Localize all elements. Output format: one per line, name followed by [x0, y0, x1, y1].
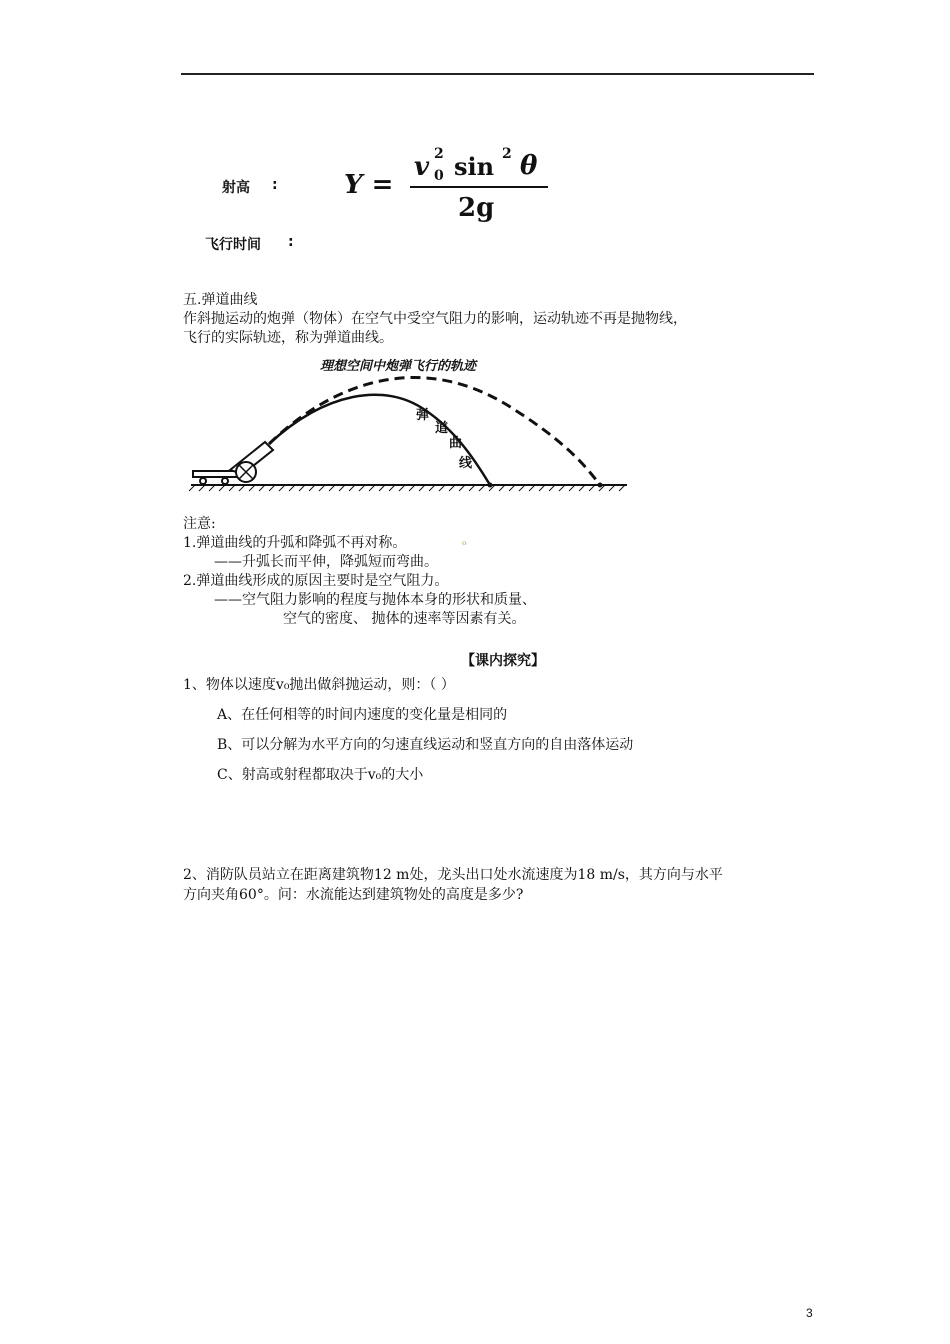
- question-1-option-c: C、射高或射程都取决于v₀的大小: [217, 767, 424, 783]
- figure-title: 理想空间中炮弹飞行的轨迹: [320, 359, 477, 374]
- impact-point-ideal: [598, 483, 603, 488]
- trajectory-diagram: [185, 370, 635, 500]
- impact-point-ballistic: [488, 483, 493, 488]
- formula-num-sub: 0: [434, 168, 444, 184]
- section5-para-line1: 作斜抛运动的炮弹（物体）在空气中受空气阻力的影响，运动轨迹不再是抛物线，: [183, 311, 687, 327]
- question-1: 1、物体以速度v₀抛出做斜抛运动，则：（ ）: [183, 677, 455, 693]
- stray-mark: ₒ: [462, 534, 467, 548]
- range-height-colon: :: [272, 177, 278, 193]
- notes-item1-sub: ——升弧长而平伸，降弧短而弯曲。: [214, 554, 438, 570]
- formula-lhs: Y =: [344, 170, 394, 200]
- notes-item2-sub2: 空气的密度、 抛体的速率等因素有关。: [283, 611, 526, 627]
- formula-num-sin-sup: 2: [502, 146, 512, 162]
- curve-label-3: 曲: [449, 436, 463, 451]
- curve-label-1: 弹: [416, 408, 430, 423]
- section5-para-line2: 飞行的实际轨迹，称为弹道曲线。: [183, 330, 393, 346]
- page-number: 3: [806, 1306, 813, 1320]
- inquiry-heading: 【课内探究】: [461, 653, 545, 669]
- question-1-option-a: A、在任何相等的时间内速度的变化量是相同的: [217, 707, 508, 723]
- formula-num-sin: sin: [454, 152, 495, 181]
- formula-num-theta: θ: [520, 151, 538, 181]
- header-rule: [181, 73, 814, 75]
- notes-item1: 1.弹道曲线的升弧和降弧不再对称。: [183, 535, 407, 551]
- notes-item2-sub1: ——空气阻力影响的程度与抛体本身的形状和质量、: [214, 592, 536, 608]
- section5-heading: 五.弹道曲线: [183, 292, 258, 308]
- formula-num-sup: 2: [434, 146, 444, 162]
- range-height-label: 射高: [222, 180, 250, 196]
- notes-item2: 2.弹道曲线形成的原因主要时是空气阻力。: [183, 573, 449, 589]
- flight-time-label: 飞行时间: [205, 237, 261, 253]
- cannon: [193, 442, 273, 484]
- question-2-line1: 2、消防队员站立在距离建筑物12 m处，龙头出口处水流速度为18 m/s，其方向与水平: [183, 867, 723, 883]
- formula-fraction-bar: [410, 186, 548, 188]
- curve-label-4: 线: [459, 456, 473, 471]
- notes-heading: 注意:: [183, 516, 216, 532]
- question-2-line2: 方向夹角60°。问：水流能达到建筑物处的高度是多少?: [183, 887, 524, 903]
- question-1-option-b: B、可以分解为水平方向的匀速直线运动和竖直方向的自由落体运动: [217, 737, 634, 753]
- formula-num-v: v: [414, 152, 430, 182]
- formula-denominator: 2g: [458, 193, 495, 223]
- flight-time-colon: :: [288, 234, 294, 250]
- curve-label-2: 道: [435, 421, 449, 436]
